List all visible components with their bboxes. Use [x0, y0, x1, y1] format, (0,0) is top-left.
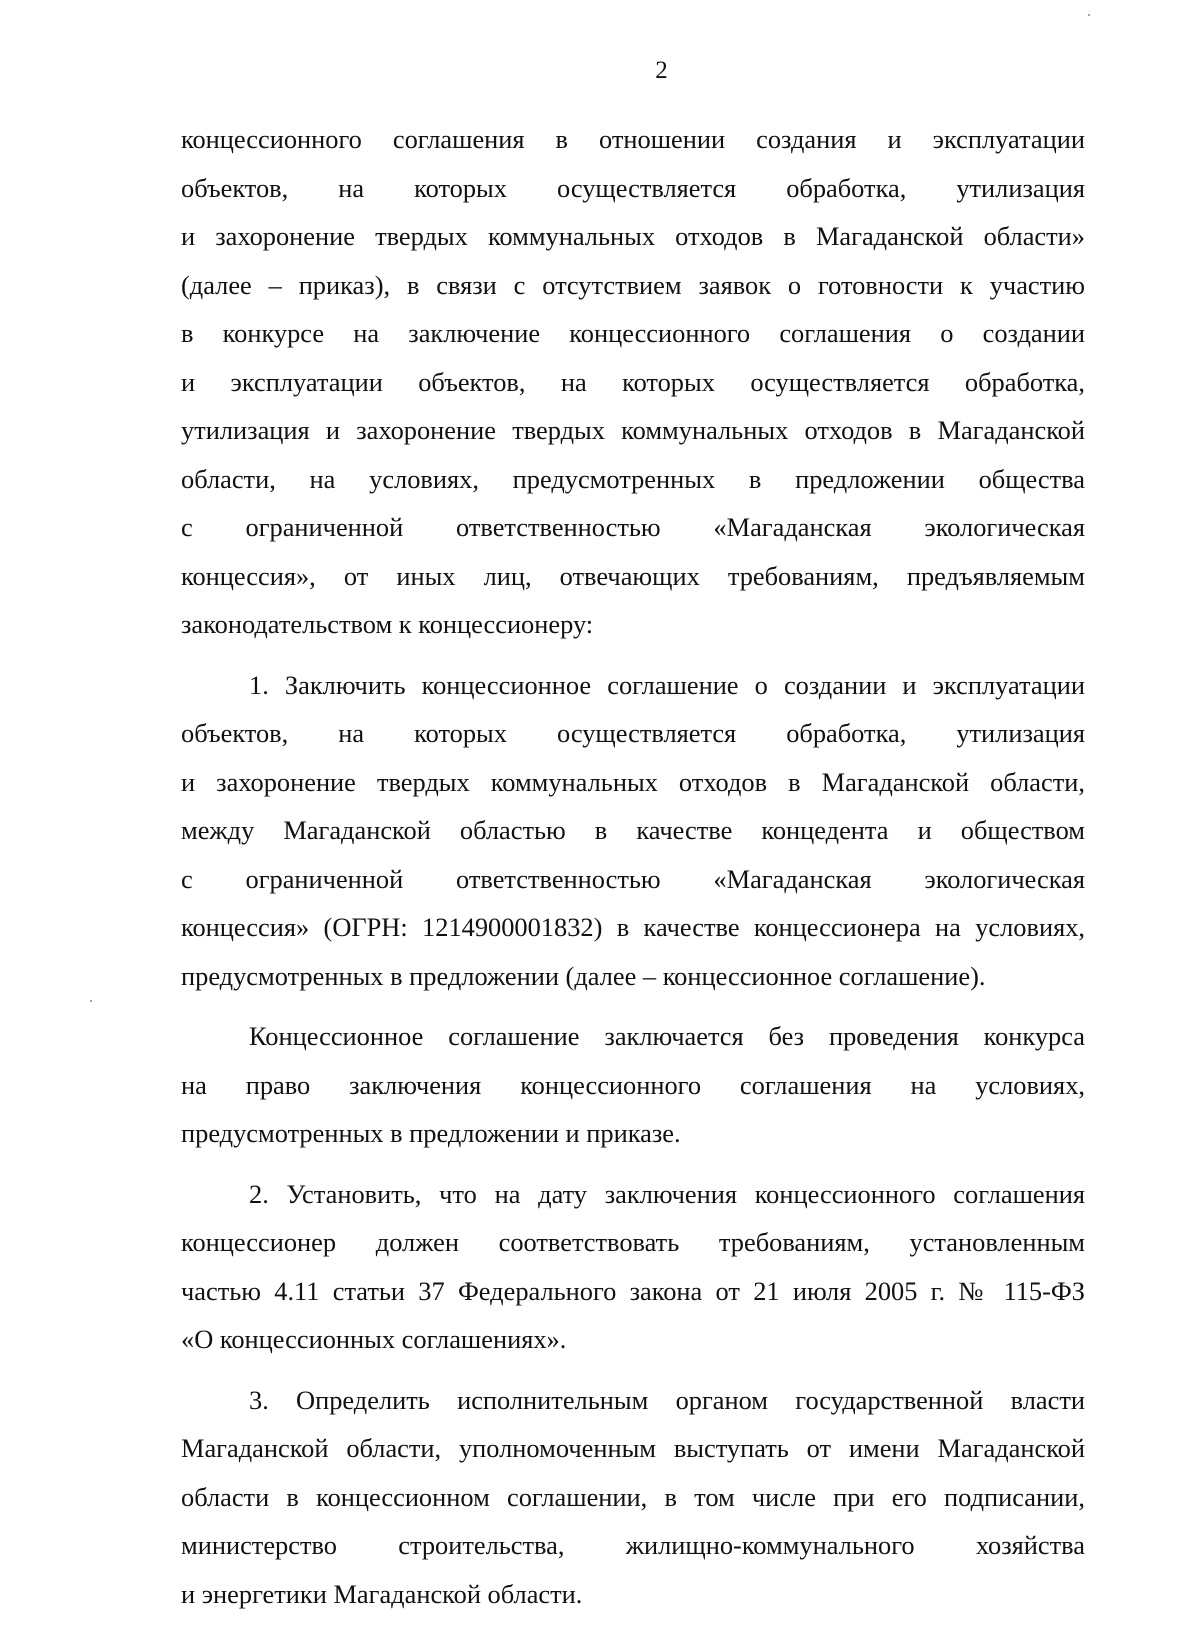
text-line: министерство строительства, жилищно-коммунального хозяйства	[181, 1530, 1085, 1560]
paragraph-gap	[181, 1000, 1085, 1012]
paragraph-gap	[181, 1158, 1085, 1170]
text-line: с ограниченной ответственностью «Магаданская экологическая	[181, 863, 1085, 894]
page-number: 2	[655, 57, 668, 84]
scan-speck	[1088, 14, 1090, 16]
paragraph-gap	[181, 649, 1085, 661]
text-line: 1. Заключить концессионное соглашение о создании и эксплуатации	[249, 669, 1085, 700]
text-line: на право заключения концессионного соглашения на условиях,	[181, 1069, 1085, 1100]
document-body	[181, 115, 1085, 1618]
text-line: области, на условиях, предусмотренных в предложении общества	[181, 463, 1085, 494]
text-line: и захоронение твердых коммунальных отходов в Магаданской области,	[181, 766, 1085, 797]
paragraph	[181, 661, 1085, 1001]
scan-speck	[90, 1000, 92, 1002]
paragraph	[181, 1170, 1085, 1364]
text-line: концессионер должен соответствовать требованиям, установленным	[181, 1227, 1085, 1257]
paragraph	[181, 1376, 1085, 1619]
text-line: между Магаданской областью в качестве концедента и обществом	[181, 815, 1085, 845]
text-line: (далее – приказ), в связи с отсутствием заявок о готовности к участию	[181, 269, 1085, 300]
text-line: концессия», от иных лиц, отвечающих требованиям, предъявляемым	[181, 560, 1085, 591]
paragraph	[181, 1012, 1085, 1158]
paragraph	[181, 115, 1085, 649]
text-line: утилизация и захоронение твердых коммунальных отходов в Магаданской	[181, 415, 1085, 445]
text-line: «О концессионных соглашениях».	[181, 1324, 567, 1354]
text-line: Магаданской области, уполномоченным выступать от имени Магаданской	[181, 1433, 1085, 1463]
text-line: законодательством к концессионеру:	[181, 609, 594, 639]
text-line: области в концессионном соглашении, в том числе при его подписании,	[181, 1481, 1085, 1512]
text-line: и захоронение твердых коммунальных отходов в Магаданской области»	[181, 221, 1085, 251]
text-line: концессионного соглашения в отношении создания и эксплуатации	[181, 124, 1085, 154]
text-line: объектов, на которых осуществляется обработка, утилизация	[181, 172, 1085, 203]
text-line: концессия» (ОГРН: 1214900001832) в качестве концессионера на условиях,	[181, 912, 1085, 942]
text-line: и энергетики Магаданской области.	[181, 1578, 583, 1609]
paragraph-gap	[181, 1364, 1085, 1376]
text-line: и эксплуатации объектов, на которых осуществляется обработка,	[181, 366, 1085, 397]
text-line: частью 4.11 статьи 37 Федерального закона от 21 июля 2005 г. № 115-ФЗ	[181, 1275, 1085, 1306]
text-line: с ограниченной ответственностью «Магаданская экологическая	[181, 512, 1085, 542]
text-line: объектов, на которых осуществляется обработка, утилизация	[181, 718, 1085, 748]
text-line: в конкурсе на заключение концессионного соглашения о создании	[181, 318, 1085, 348]
text-line: 3. Определить исполнительным органом государственной власти	[249, 1384, 1085, 1415]
text-line: Концессионное соглашение заключается без проведения конкурса	[249, 1021, 1085, 1051]
text-line: предусмотренных в предложении (далее – концессионное соглашение).	[181, 960, 986, 991]
text-line: 2. Установить, что на дату заключения концессионного соглашения	[249, 1178, 1085, 1209]
text-line: предусмотренных в предложении и приказе.	[181, 1118, 681, 1148]
